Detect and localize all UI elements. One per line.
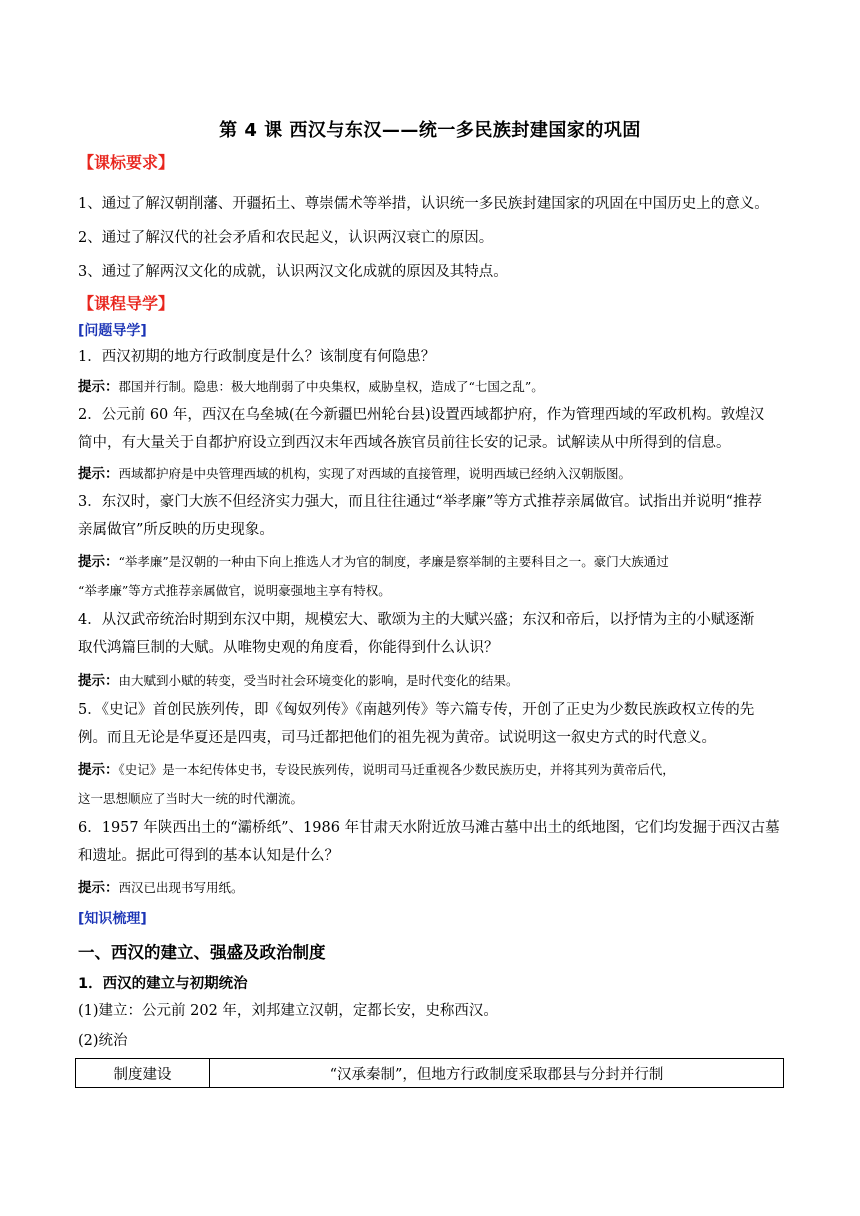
hint-6: [78, 878, 784, 898]
hint-5-line-1: [78, 760, 784, 780]
question-6-line-1: 6．1957 年陕西出土的“灞桥纸”、1986 年甘肃天水附近放马滩古墓中出土的纸地图，它们均发掘于西汉古墓: [78, 820, 780, 836]
question-2-line-2: 简中，有大量关于自都护府设立到西汉末年西域各族官员前往长安的记录。试解读从中所得到的信息。: [78, 435, 731, 451]
hint-text: 郡国并行制。隐患：极大地削弱了中央集权，威胁皇权，造成了“七国之乱”。: [118, 379, 544, 394]
hint-4: [78, 671, 784, 691]
hint-label: 提示：: [78, 880, 119, 896]
hint-label: 提示：: [78, 762, 119, 778]
section-heading-1-1: 1．西汉的建立与初期统治: [78, 976, 248, 992]
standard-item-2: 2、通过了解汉代的社会矛盾和农民起义，认识两汉衰亡的原因。: [78, 230, 494, 246]
table-cell: 制度建设: [76, 1059, 210, 1088]
hint-label: 提示：: [78, 554, 119, 570]
hint-label: 提示：: [78, 466, 119, 482]
table-row: [76, 1059, 784, 1088]
question-guide-subheading: [问题导学]: [78, 323, 147, 339]
hint-text: 西汉已出现书写用纸。: [118, 880, 244, 895]
question-5-line-1: 5．《史记》首创民族列传，即《匈奴列传》《南越列传》等六篇专传，开创了正史为少数民族政权立传的先: [78, 702, 755, 718]
standard-item-3: 3、通过了解两汉文化的成就，认识两汉文化成就的原因及其特点。: [78, 264, 508, 280]
lesson-title: 第 4 课 西汉与东汉——统一多民族封建国家的巩固: [219, 120, 641, 141]
hint-3-line-2: “举孝廉”等方式推荐亲属做官，说明豪强地主享有特权。: [78, 583, 391, 598]
question-5-line-2: 例。而且无论是华夏还是四夷，司马迁都把他们的祖先视为黄帝。试说明这一叙史方式的时代意义。: [78, 730, 716, 746]
paragraph-rule: (2)统治: [78, 1033, 128, 1049]
hint-text: 由大赋到小赋的转变，受当时社会环境变化的影响，是时代变化的结果。: [118, 673, 519, 688]
paragraph-establish: (1)建立：公元前 202 年，刘邦建立汉朝，定都长安，史称西汉。: [78, 1003, 498, 1019]
question-2-line-1: 2．公元前 60 年，西汉在乌垒城(在今新疆巴州轮台县)设置西域都护府，作为管理西域的军政机构。敦煌汉: [78, 407, 765, 423]
standards-heading: 【课标要求】: [78, 153, 175, 172]
system-table: [75, 1058, 784, 1088]
hint-1: [78, 377, 784, 397]
hint-text: 《史记》是一本纪传体史书，专设民族列传，说明司马迁重视各少数民族历史，并将其列为黄帝后代，: [118, 762, 675, 777]
section-heading-1: 一、西汉的建立、强盛及政治制度: [78, 943, 326, 962]
hint-3-line-1: [78, 552, 784, 572]
question-4-line-2: 取代鸿篇巨制的大赋。从唯物史观的角度看，你能得到什么认识？: [78, 640, 499, 656]
question-3-line-1: 3．东汉时，豪门大族不但经济实力强大，而且往往通过“举孝廉”等方式推荐亲属做官。试指出并说明“推荐: [78, 494, 762, 510]
question-1: 1．西汉初期的地方行政制度是什么？该制度有何隐患？: [78, 349, 436, 365]
table-cell: “汉承秦制”，但地方行政制度采取郡县与分封并行制: [210, 1059, 784, 1088]
hint-label: 提示：: [78, 673, 119, 689]
hint-text: “举孝廉”是汉朝的一种由下向上推选人才为官的制度，孝廉是察举制的主要科目之一。豪门大族通过: [118, 554, 669, 569]
question-6-line-2: 和遗址。据此可得到的基本认知是什么？: [78, 848, 339, 864]
knowledge-subheading: [知识梳理]: [78, 911, 147, 927]
question-4-line-1: 4．从汉武帝统治时期到东汉中期，规模宏大、歌颂为主的大赋兴盛；东汉和帝后，以抒情为主的小赋逐渐: [78, 612, 755, 628]
hint-label: 提示：: [78, 379, 119, 395]
guide-heading: 【课程导学】: [78, 294, 175, 313]
hint-2: [78, 464, 784, 484]
hint-text: 西域都护府是中央管理西域的机构，实现了对西域的直接管理，说明西域已经纳入汉朝版图。: [118, 466, 632, 481]
standard-item-1: 1、通过了解汉朝削藩、开疆拓土、尊崇儒术等举措，认识统一多民族封建国家的巩固在中国历史上的意义。: [78, 196, 769, 212]
question-3-line-2: 亲属做官”所反映的历史现象。: [78, 522, 274, 538]
hint-5-line-2: 这一思想顺应了当时大一统的时代潮流。: [78, 791, 304, 806]
